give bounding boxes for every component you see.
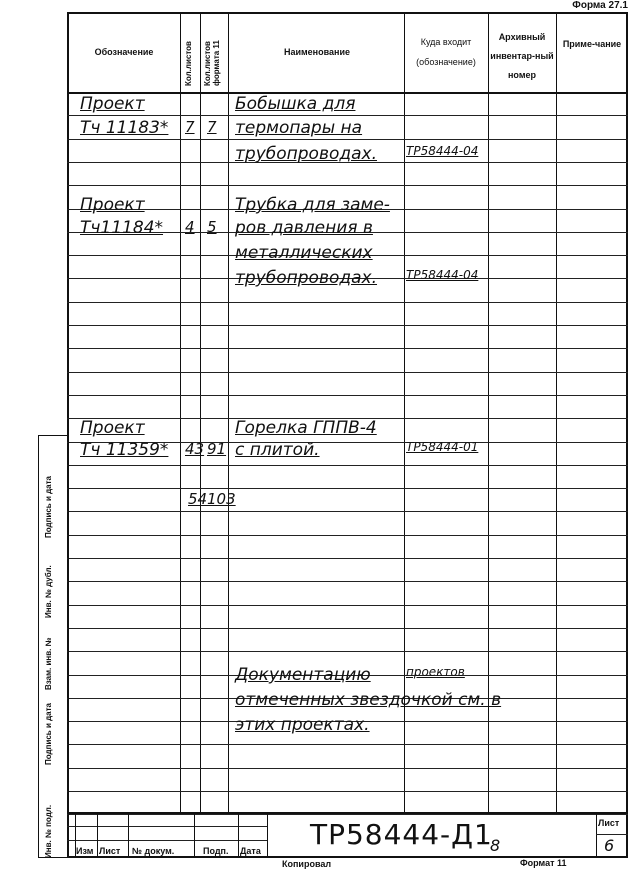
row-name: Документацию xyxy=(235,665,371,685)
row-name: этих проектах. xyxy=(235,715,370,735)
row-used-in: ТР58444-01 xyxy=(406,440,479,454)
col-line xyxy=(228,12,229,812)
row-line xyxy=(67,372,628,373)
row-name: отмеченных звездочкой см. в xyxy=(235,690,502,710)
row-line xyxy=(67,488,628,489)
row-designation: Проект xyxy=(80,94,145,114)
row-sheets-format: 103 xyxy=(207,490,236,508)
title-col-line xyxy=(97,812,98,858)
hdr-designation: Обозначение xyxy=(94,47,154,57)
row-line xyxy=(67,791,628,792)
row-name: трубопроводах. xyxy=(235,144,378,164)
row-line xyxy=(67,139,628,140)
side-label: Взам. инв. № xyxy=(44,637,53,690)
row-line xyxy=(67,465,628,466)
row-line xyxy=(67,185,628,186)
hdr-sheets-format: Кол.листов формата 11 xyxy=(203,40,221,86)
row-line xyxy=(67,511,628,512)
row-used-in: ТР58444-04 xyxy=(406,268,479,282)
hdr-used-in: Куда входит (обозначение) xyxy=(416,37,476,67)
row-sheets-format: 7 xyxy=(207,118,217,136)
hdr-name: Наименование xyxy=(283,47,351,57)
tb-sign: Подп. xyxy=(203,846,229,856)
row-line xyxy=(67,651,628,652)
form-label: Форма 27.1 xyxy=(572,0,628,11)
col-line xyxy=(180,12,181,812)
side-label: Подпись и дата xyxy=(44,476,53,538)
row-line xyxy=(67,628,628,629)
row-designation: Проект xyxy=(80,418,145,438)
row-line xyxy=(67,558,628,559)
side-label: Инв. № дубл. xyxy=(44,565,53,618)
row-line xyxy=(67,115,628,116)
tb-doc-no: № докум. xyxy=(132,846,175,856)
footer-copied: Копировал xyxy=(282,859,332,869)
row-sheets-count: 7 xyxy=(185,118,195,136)
row-line xyxy=(67,535,628,536)
title-col-line xyxy=(128,812,129,858)
document-code: ТР58444-Д1 xyxy=(310,818,493,851)
row-designation: Тч11184* xyxy=(80,218,164,238)
row-sheets-count: 4 xyxy=(185,218,195,236)
hdr-note: Приме-чание xyxy=(562,39,622,49)
title-col-line xyxy=(267,812,268,858)
row-name: трубопроводах. xyxy=(235,268,378,288)
row-name: ров давления в xyxy=(235,218,373,238)
row-sheets-format: 91 xyxy=(207,440,227,458)
hdr-archive: Архивный инвентар-ный номер xyxy=(490,32,554,80)
tb-date: Дата xyxy=(240,846,261,856)
row-name: металлических xyxy=(235,243,373,263)
row-sheets-format: 5 xyxy=(207,218,217,236)
col-line xyxy=(200,12,201,812)
side-label: Инв. № подл. xyxy=(44,804,53,858)
sheet-number: 6 xyxy=(604,836,615,855)
row-line xyxy=(67,768,628,769)
row-designation: Тч 11183* xyxy=(80,118,169,138)
title-col-line xyxy=(238,812,239,858)
row-designation: Тч 11359* xyxy=(80,440,169,460)
title-col-line xyxy=(194,812,195,858)
row-used-in: ТР58444-04 xyxy=(406,144,479,158)
row-designation: Проект xyxy=(80,195,145,215)
sheet-label: Лист xyxy=(598,818,620,828)
sheet-box-line xyxy=(596,834,628,835)
tb-list: Лист xyxy=(99,846,121,856)
row-line xyxy=(67,325,628,326)
tb-izm: Изм xyxy=(76,846,94,856)
row-name: Бобышка для xyxy=(235,94,356,114)
row-line xyxy=(67,744,628,745)
row-line xyxy=(67,581,628,582)
side-label: Подпись и дата xyxy=(44,703,53,765)
row-line xyxy=(67,348,628,349)
row-name: Горелка ГППВ-4 xyxy=(235,418,377,438)
row-line xyxy=(67,814,628,815)
row-name: с плитой. xyxy=(235,440,320,460)
row-line xyxy=(67,302,628,303)
title-col-line xyxy=(596,812,597,858)
row-used-in: проектов xyxy=(406,665,465,679)
hdr-sheets-count: Кол.листов xyxy=(184,41,193,86)
side-strip xyxy=(38,435,69,858)
row-name: термопары на xyxy=(235,118,363,138)
footer-format: Формат 11 xyxy=(520,858,567,868)
extra-mark: 8 xyxy=(490,836,501,855)
row-sheets-count: 54 xyxy=(188,490,208,508)
title-block-top xyxy=(67,812,628,814)
col-line xyxy=(556,12,557,812)
row-sheets-count: 43 xyxy=(185,440,205,458)
row-line xyxy=(67,395,628,396)
row-line xyxy=(67,605,628,606)
row-name: Трубка для заме- xyxy=(235,195,390,215)
